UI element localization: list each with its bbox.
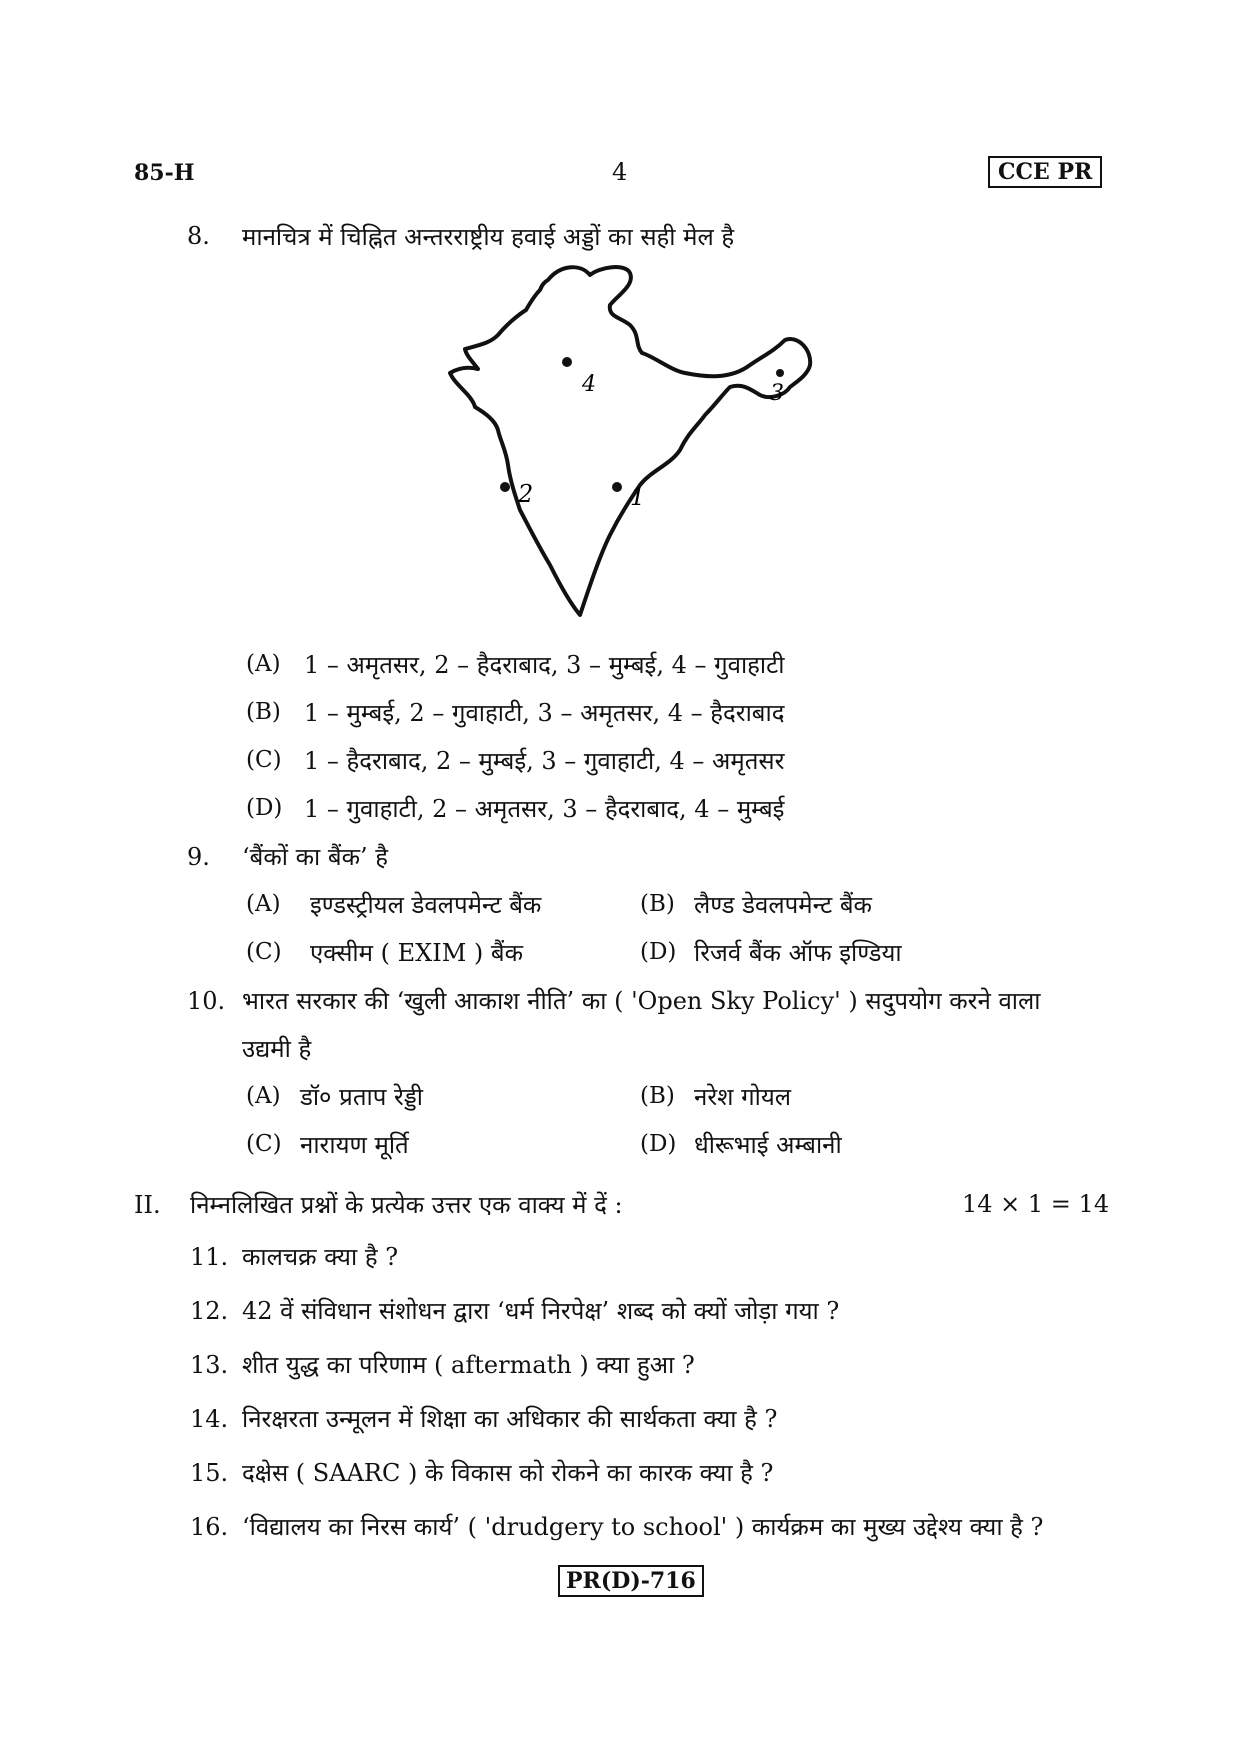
map-point-1 (612, 482, 622, 492)
question-text: 42 वें संविधान संशोधन द्वारा ‘धर्म निरपेक्ष’ शब्द को क्यों जोड़ा गया ? (242, 1297, 840, 1325)
option-text: नरेश गोयल (694, 1083, 792, 1111)
option-text: 1 – मुम्बई, 2 – गुवाहाटी, 3 – अमृतसर, 4 – हैदराबाद (304, 699, 785, 727)
question-text: ‘विद्यालय का निरस कार्य’ ( 'drudgery to school' ) कार्यक्रम का मुख्य उद्देश्य क्या है ? (242, 1513, 1044, 1541)
map-outline (450, 267, 810, 615)
map-label-3: 3 (770, 381, 784, 406)
question-number: 9. (187, 843, 210, 871)
option-key: (D) (640, 1131, 677, 1157)
option-text: नारायण मूर्ति (300, 1131, 409, 1159)
question-text: शीत युद्ध का परिणाम ( aftermath ) क्या हुआ ? (242, 1351, 695, 1379)
question-text: निरक्षरता उन्मूलन में शिक्षा का अधिकार की सार्थकता क्या है ? (242, 1405, 778, 1433)
option-text: डॉ० प्रताप रेड्डी (300, 1083, 424, 1111)
india-map (430, 255, 850, 635)
map-label-1: 1 (630, 483, 646, 511)
question-number: 15. (190, 1459, 229, 1487)
option-text: 1 – अमृतसर, 2 – हैदराबाद, 3 – मुम्बई, 4 – गुवाहाटी (304, 651, 785, 679)
question-text-continued: उद्यमी है (242, 1035, 312, 1063)
map-point-2 (500, 482, 510, 492)
question-number: 14. (190, 1405, 229, 1433)
map-point-3 (776, 369, 784, 377)
option-key: (C) (246, 747, 282, 773)
option-key: (B) (246, 699, 281, 725)
option-key: (A) (246, 651, 281, 677)
question-text: भारत सरकार की ‘खुली आकाश नीति’ का ( 'Open Sky Policy' ) सदुपयोग करने वाला (242, 987, 1041, 1015)
question-number: 8. (187, 222, 210, 250)
option-key: (C) (246, 939, 282, 965)
question-number: 16. (190, 1513, 229, 1541)
question-number: 12. (190, 1297, 229, 1325)
section-marks: 14 × 1 = 14 (962, 1190, 1110, 1218)
question-number: 11. (190, 1243, 229, 1271)
question-text: मानचित्र में चिह्नित अन्तरराष्ट्रीय हवाई अड्डों का सही मेल है (242, 223, 735, 251)
question-number: 10. (187, 987, 226, 1015)
question-text: ‘बैंकों का बैंक’ है (242, 843, 389, 871)
option-key: (B) (640, 891, 675, 917)
option-key: (A) (246, 891, 281, 917)
option-text: एक्सीम ( EXIM ) बैंक (310, 939, 524, 967)
option-key: (A) (246, 1083, 281, 1109)
option-text: रिजर्व बैंक ऑफ इण्डिया (694, 939, 902, 967)
option-text: 1 – गुवाहाटी, 2 – अमृतसर, 3 – हैदराबाद, 4 – मुम्बई (304, 795, 785, 823)
option-key: (D) (246, 795, 283, 821)
section-instruction: निम्नलिखित प्रश्नों के प्रत्येक उत्तर एक वाक्य में दें : (190, 1191, 623, 1219)
option-text: 1 – हैदराबाद, 2 – मुम्बई, 3 – गुवाहाटी, 4 – अमृतसर (304, 747, 785, 775)
footer-code: PR(D)-716 (558, 1565, 704, 1597)
paper-code: 85-H (134, 160, 195, 186)
page-number: 4 (612, 158, 628, 186)
option-key: (C) (246, 1131, 282, 1157)
option-text: लैण्ड डेवलपमेन्ट बैंक (694, 891, 872, 919)
question-text: दक्षेस ( SAARC ) के विकास को रोकने का कारक क्या है ? (242, 1459, 774, 1487)
question-text: कालचक्र क्या है ? (242, 1243, 399, 1271)
map-label-4: 4 (582, 372, 596, 397)
option-key: (D) (640, 939, 677, 965)
option-text: धीरूभाई अम्बानी (694, 1131, 842, 1159)
map-point-4 (562, 357, 572, 367)
option-text: इण्डस्ट्रीयल डेवलपमेन्ट बैंक (310, 891, 542, 919)
question-number: 13. (190, 1351, 229, 1379)
option-key: (B) (640, 1083, 675, 1109)
section-number: II. (134, 1191, 161, 1219)
exam-tag: CCE PR (988, 156, 1102, 188)
map-label-2: 2 (518, 480, 534, 508)
